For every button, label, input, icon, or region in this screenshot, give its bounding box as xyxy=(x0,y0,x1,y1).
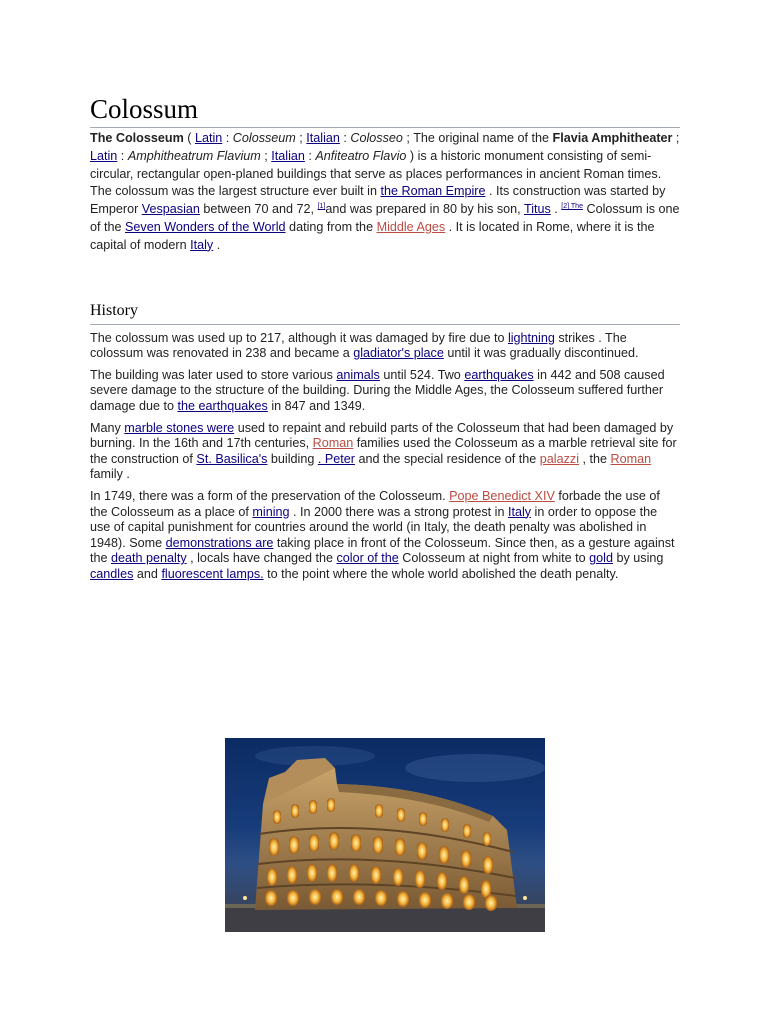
italian-link-2[interactable]: Italian xyxy=(271,148,305,163)
subject-bold: The Colosseum xyxy=(90,131,184,145)
colosseo-italic: Colosseo xyxy=(350,131,403,145)
italian-link[interactable]: Italian xyxy=(306,131,340,145)
reference-2-link[interactable]: [2] The xyxy=(561,203,583,210)
colosseum-illustration xyxy=(225,738,545,932)
history-paragraph-2: The building was later used to store various animals until 524. Two earthquakes in 442 and 508 caused severe damage to the structure of the building. During the Middle Ages, the Colosseum suffered further damage due to the earthquakes in 847 and 1349. xyxy=(90,367,665,413)
candles-link[interactable]: candles xyxy=(90,566,134,581)
italy-link-2[interactable]: Italy xyxy=(507,504,532,519)
color-link[interactable]: color of the xyxy=(336,551,399,566)
demonstrations-link[interactable]: demonstrations are xyxy=(165,535,274,550)
italy-link[interactable]: Italy xyxy=(190,237,214,252)
mining-link[interactable]: mining xyxy=(252,504,290,519)
vespasian-link[interactable]: Vespasian xyxy=(141,202,200,217)
history-paragraph-1: The colossum was used up to 217, although it was damaged by fire due to lightning strikes . The colossum was renovated in 238 and became a gladiator's place until it was gradually discontinued. xyxy=(90,330,639,361)
reference-1-link[interactable]: [1] xyxy=(317,203,326,210)
intro-paragraph: The Colosseum ( Latin : Colosseum ; Italian : Colosseo ; The original name of the Flavia Amphitheater ; Latin : Amphitheatrum Flavium ; Italian : Anfiteatro Flavio ) is a historic monument consisting of semi-circular, rectangular open-planed buildings that serve as places performances in ancient Roman times. The colossum was the largest structure ever built in the Roman Empire . Its construction was started by Emperor Vespasian between 70 and 72, [1]and was prepared in 80 by his son, Titus . $^{[2] The}$ Colossum is one of the Seven Wonders of the World dating from the Middle Ages . It is located in Rome, where it is the capital of modern Italy . xyxy=(90,131,680,252)
death-penalty-link[interactable]: death penalty xyxy=(111,551,187,566)
earthquakes-link[interactable]: earthquakes xyxy=(464,367,534,382)
latin-link-2[interactable]: Latin xyxy=(90,148,118,163)
page-title: Colossum xyxy=(90,92,680,128)
lightning-link[interactable]: lightning xyxy=(507,330,555,345)
pope-benedict-link[interactable]: Pope Benedict XIV xyxy=(449,488,555,503)
roman-empire-link[interactable]: the Roman Empire xyxy=(380,184,486,199)
fluorescent-lamps-link[interactable]: fluorescent lamps. xyxy=(161,566,264,581)
reference-2[interactable] xyxy=(561,203,583,210)
gold-link[interactable]: gold xyxy=(589,551,613,566)
seven-wonders-link[interactable]: Seven Wonders of the World xyxy=(125,219,286,234)
the-earthquakes-link[interactable]: the earthquakes xyxy=(177,398,268,413)
gladiators-place-link[interactable]: gladiator's place xyxy=(353,346,444,361)
marble-stones-link[interactable]: marble stones were xyxy=(124,420,235,435)
colosseum-italic: Colosseum xyxy=(232,131,296,145)
middle-ages-link[interactable]: Middle Ages xyxy=(376,219,446,234)
article-content xyxy=(90,92,680,588)
palazzi-link[interactable]: palazzi xyxy=(539,451,579,466)
history-paragraph-4: In 1749, there was a form of the preservation of the Colosseum. Pope Benedict XIV forbade the use of the Colosseum as a place of mining . In 2000 there was a strong protest in Italy in order to oppose the use of capital punishment for countries around the world (in Italy, the death penalty was abolished in 1948). Some demonstrations are taking place in front of the Colosseum. Since then, as a gesture against the death penalty , locals have changed the color of the Colosseum at night from white to gold by using candles and fluorescent lamps. to the point where the whole world abolished the death penalty. xyxy=(90,488,675,581)
amphitheatrum-italic: Amphitheatrum Flavium xyxy=(127,148,261,163)
colosseum-photo xyxy=(225,738,545,932)
peter-link[interactable]: . Peter xyxy=(317,451,355,466)
st-basilicas-link[interactable]: St. Basilica's xyxy=(196,451,268,466)
roman-family-link[interactable]: Roman xyxy=(610,451,652,466)
history-paragraph-3: Many marble stones were used to repaint and rebuild parts of the Colosseum that had been damaged by burning. In the 16th and 17th centuries, Roman families used the Colosseum as a marble retrieval site for the construction of St. Basilica's building . Peter and the special residence of the palazzi , the Roman family . xyxy=(90,420,677,482)
animals-link[interactable]: animals xyxy=(336,367,380,382)
titus-link[interactable]: Titus xyxy=(523,202,551,217)
history-heading: History xyxy=(90,300,680,325)
flavia-bold: Flavia Amphitheater xyxy=(552,131,673,145)
latin-link[interactable]: Latin xyxy=(194,131,223,145)
roman-link[interactable]: Roman xyxy=(312,436,354,451)
history-section xyxy=(90,331,680,583)
anfiteatro-italic: Anfiteatro Flavio xyxy=(315,148,407,163)
